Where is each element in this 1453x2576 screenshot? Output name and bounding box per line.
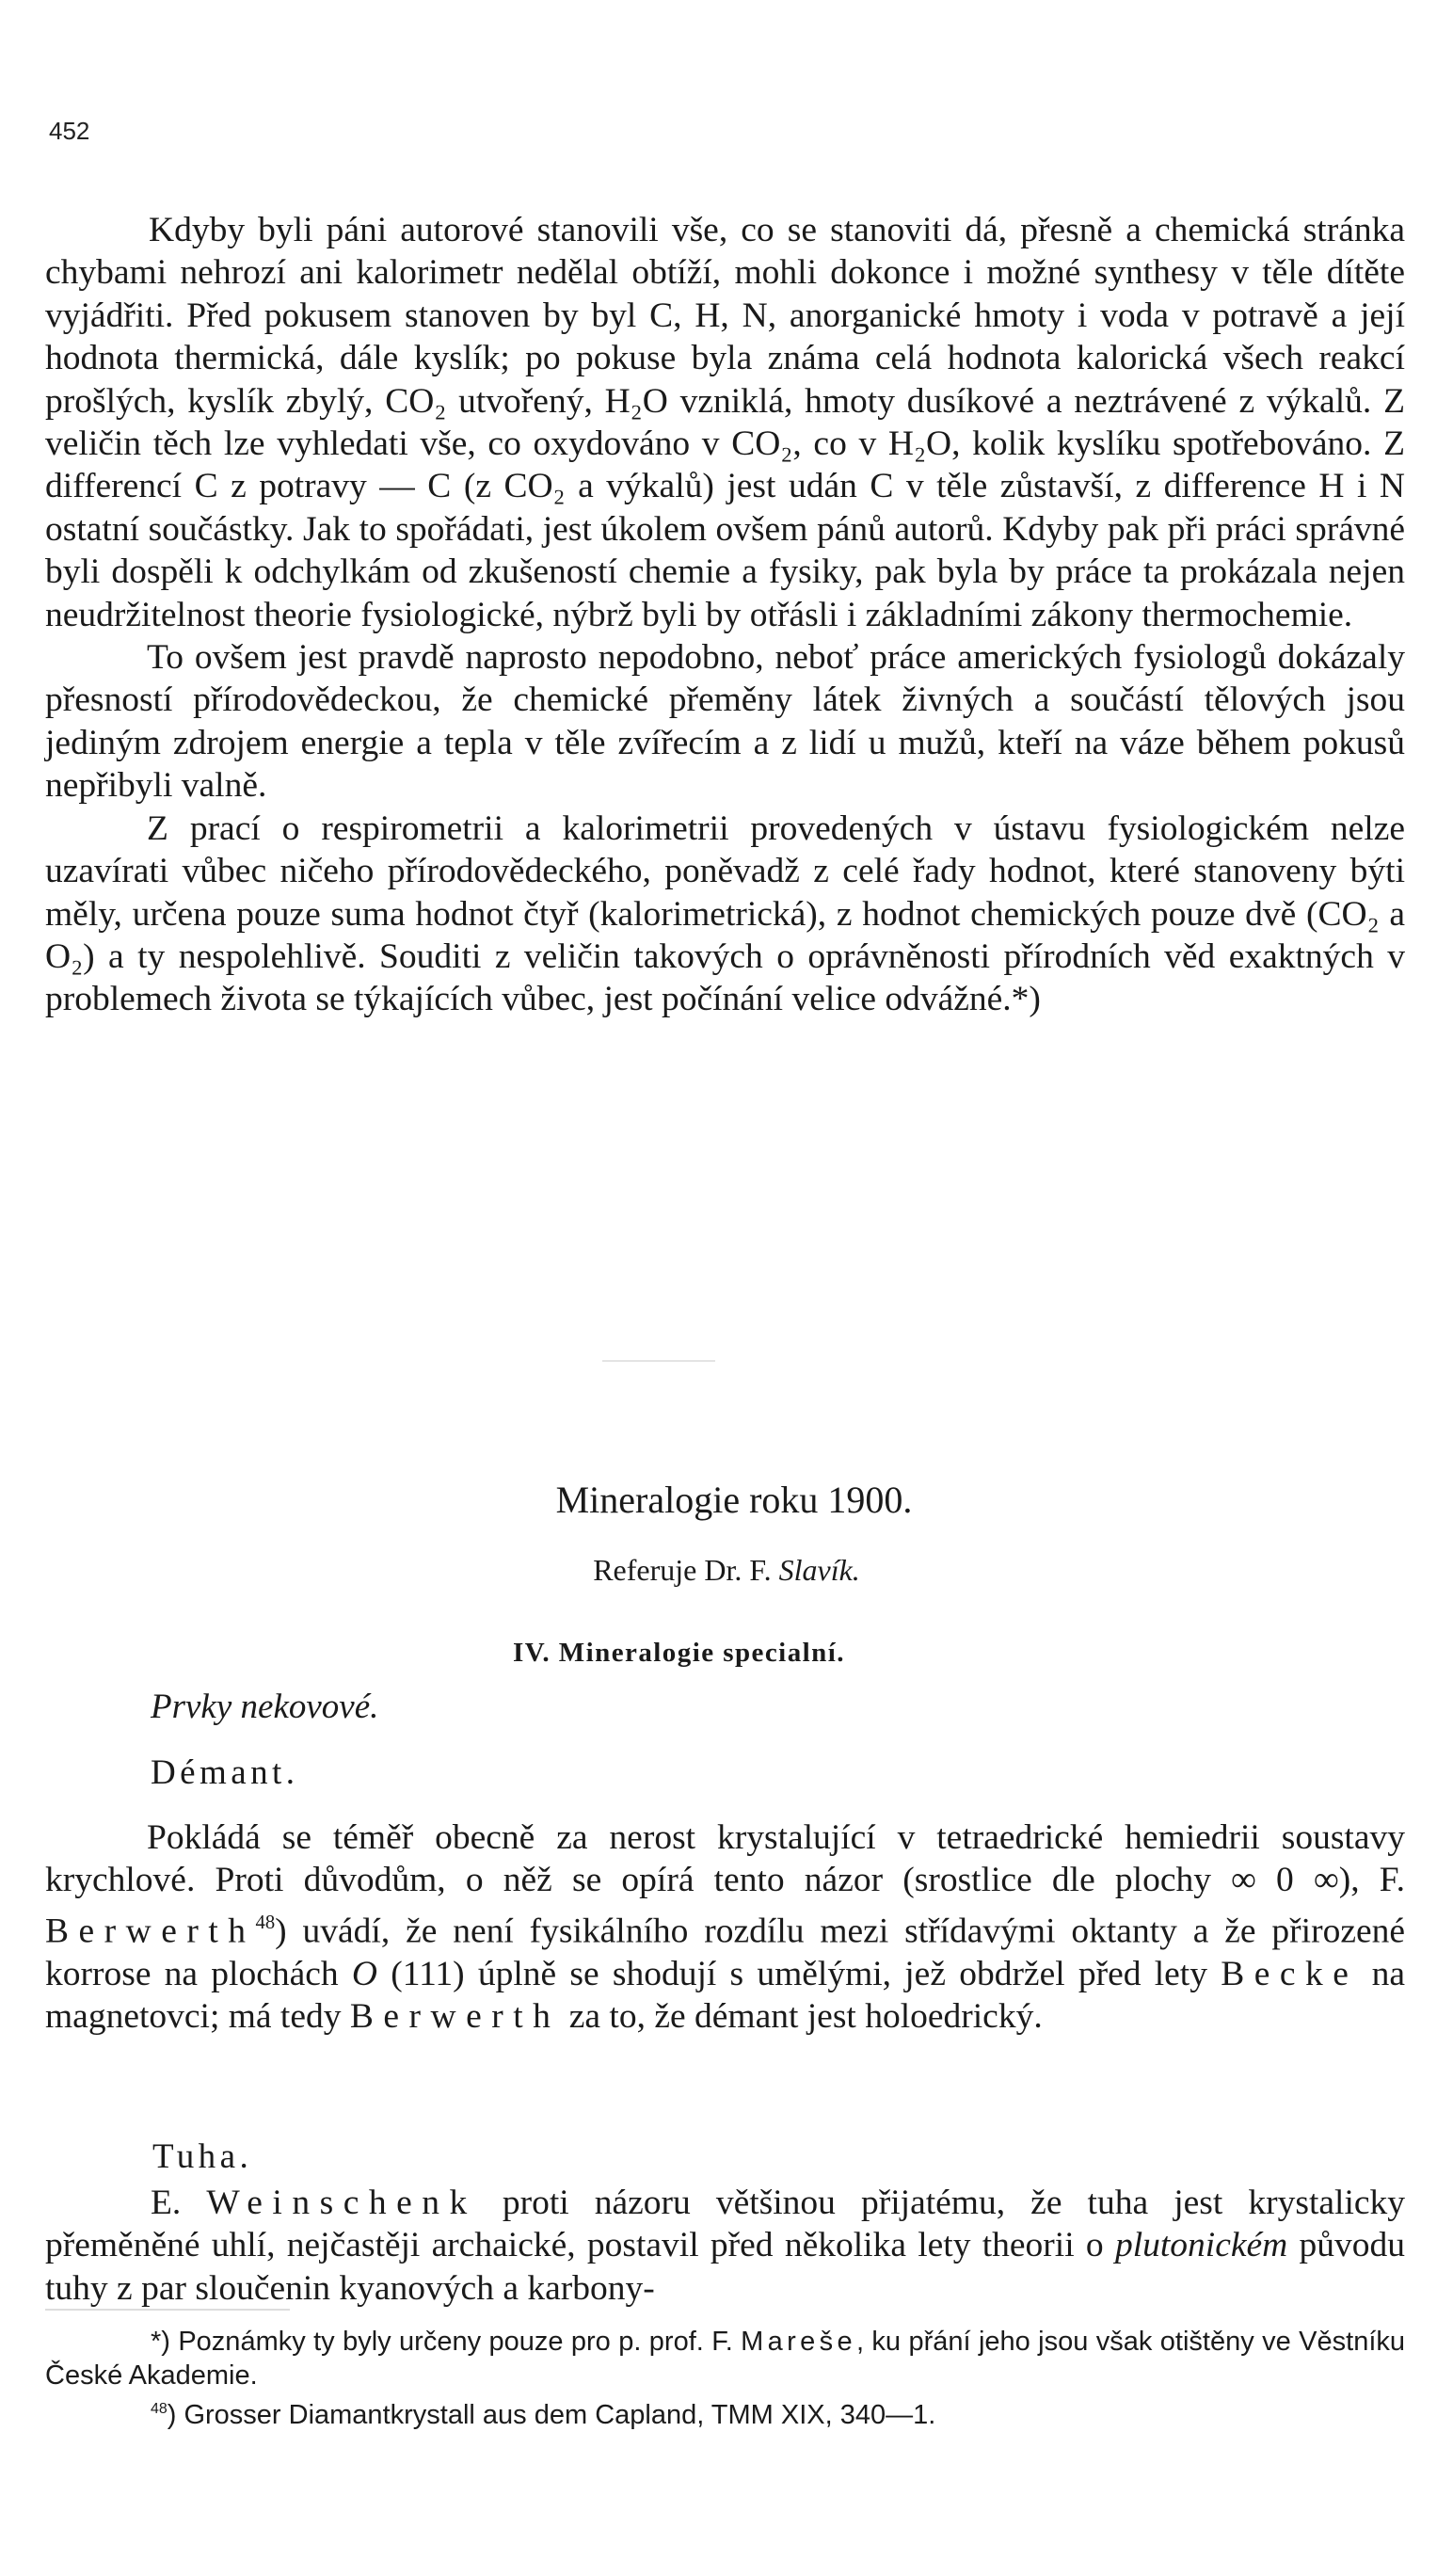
tuha-paragraph — [45, 2182, 1405, 2310]
author-becke: Becke — [1221, 1954, 1359, 1993]
demant-paragraph — [45, 1816, 1405, 2038]
footnote-48-mark: 48 — [151, 2401, 168, 2417]
referee-name: Slavík. — [778, 1553, 860, 1587]
tuha-italic-word: plutonickém — [1114, 2226, 1288, 2265]
footnote-ref-48: 48 — [255, 1912, 276, 1933]
crystal-face: O — [351, 1954, 377, 1993]
paragraph-3: Z prací o respirometrii a kalorimetrii provedených v ústavu fysiologickém nelze uzavírati vůbec ničeho přírodovědeckého, poněvadž z celé řady hodnot, které stanoveny býti měly, určena pouze suma hodnot čtyř (kalorimetrická), z hodnot chemických pouze dvě (CO₂ a O₂) a ty nespolehlivě. Souditi z veličin takových o oprávněnosti přírodních věd exaktných v problemech života se týkajících vůbec, jest počínání velice odvážné.*) — [45, 808, 1405, 1019]
demant-text-1: Pokládá se téměř obecně za nerost krystalující v tetraedrické hemiedrii soustavy krychlové. Proti důvodům, o něž se opírá tento názor (srostlice dle plochy ∞ 0 ∞), F. — [45, 1818, 1405, 1900]
demant-text-4: na magnetovci; má tedy — [45, 1954, 1406, 2037]
article-title: Mineralogie roku 1900. — [555, 1479, 913, 1521]
demant-heading: Démant. — [151, 1753, 299, 1792]
paragraph-2: To ovšem jest pravdě naprosto nepodobno, neboť práce amerických fysiologů dokázaly přesností přírodovědeckou, že chemické přeměny látek živných a součástí tělových jsou jediným zdrojem energie a tepla v těle zvířecím a z lidí u mužů, kteří na váze během pokusů nepřibyli valně. — [45, 638, 1405, 806]
footnote-48-text: ) Grosser Diamantkrystall aus dem Capland, TMM XIX, 340—1. — [167, 2400, 936, 2431]
footnote-1-name: Mareše — [741, 2327, 856, 2357]
referee-prefix: Referuje Dr. F. — [593, 1553, 772, 1587]
demant-text-5: za to, že démant jest holoedrický. — [568, 1997, 1043, 2037]
tuha-text-2: proti názoru většinou přijatému, že tuha jest krystalicky přeměněné uhlí, nejčastěji archaické, postavil před několika lety theorii o — [45, 2184, 1406, 2265]
section-divider — [602, 1360, 715, 1362]
page-number: 452 — [49, 117, 90, 145]
demant-text-3: (111) úplně se shodují s umělými, jež obdržel před lety — [391, 1954, 1207, 1993]
tuha-text-3: původu tuhy z par sloučenin kyanových a karbony- — [45, 2226, 1406, 2308]
tuha-text-1: E. — [151, 2184, 182, 2222]
author-berwerth-2: Berwerth — [349, 1997, 561, 2037]
author-weinschenk: Weinschenk — [206, 2184, 477, 2222]
footnote-1 — [45, 2325, 1405, 2392]
section-heading: IV. Mineralogie specialní. — [513, 1638, 845, 1668]
tuha-heading: Tuha. — [152, 2137, 253, 2176]
body-text-top — [45, 209, 1405, 1021]
group-heading: Prvky nekovové. — [151, 1688, 379, 1726]
footnote-divider — [45, 2309, 290, 2311]
article-referee — [0, 1553, 1453, 1588]
paragraph-1: Kdyby byli páni autorové stanovili vše, co se stanoviti dá, přesně a chemická stránka chybami nehrozí ani kalorimetr nedělal obtíží, mohli dokonce i možné synthesy v těle dítěte vyjádřiti. Před pokusem stanoven by byl C, H, N, anorganické hmoty i voda v potravě a její hodnota thermická, dále kyslík; po pokuse byla známa celá hodnota kalorická všech reakcí prošlých, kyslík zbylý, CO₂ utvořený, H₂O vzniklá, hmoty dusíkové a neztrávené z výkalů. Z veličin těch lze vyhledati vše, co oxydováno v CO₂, co v H₂O, kolik kyslíku spotřebováno. Z differencí C z potravy — C (z CO₂ a výkalů) jest udán C v těle zůstavší, z difference H i N ostatní součástky. Jak to spořádati, jest úkolem ovšem pánů autorů. Kdyby pak při práci správné byli dospěli k odchylkám od zkušeností chemie a fysiky, pak byla by práce ta prokázala nejen neudržitelnost theorie fysiologické, nýbrž byli by otřásli i základními zákony thermochemie. — [45, 211, 1405, 634]
footnote-48 — [45, 2392, 1405, 2432]
author-berwerth: Berwerth — [45, 1912, 256, 1951]
footnote-1-text-2: , ku přání jeho jsou však otištěny ve Věstníku České Akademie. — [45, 2327, 1406, 2391]
demant-text-2: ) uvádí, že není fysikálního rozdílu mezi střídavými oktanty a že přirozené korrose na plochách — [45, 1912, 1405, 1993]
footnote-1-text-1: *) Poznámky ty byly určeny pouze pro p. prof. F. — [151, 2327, 733, 2357]
